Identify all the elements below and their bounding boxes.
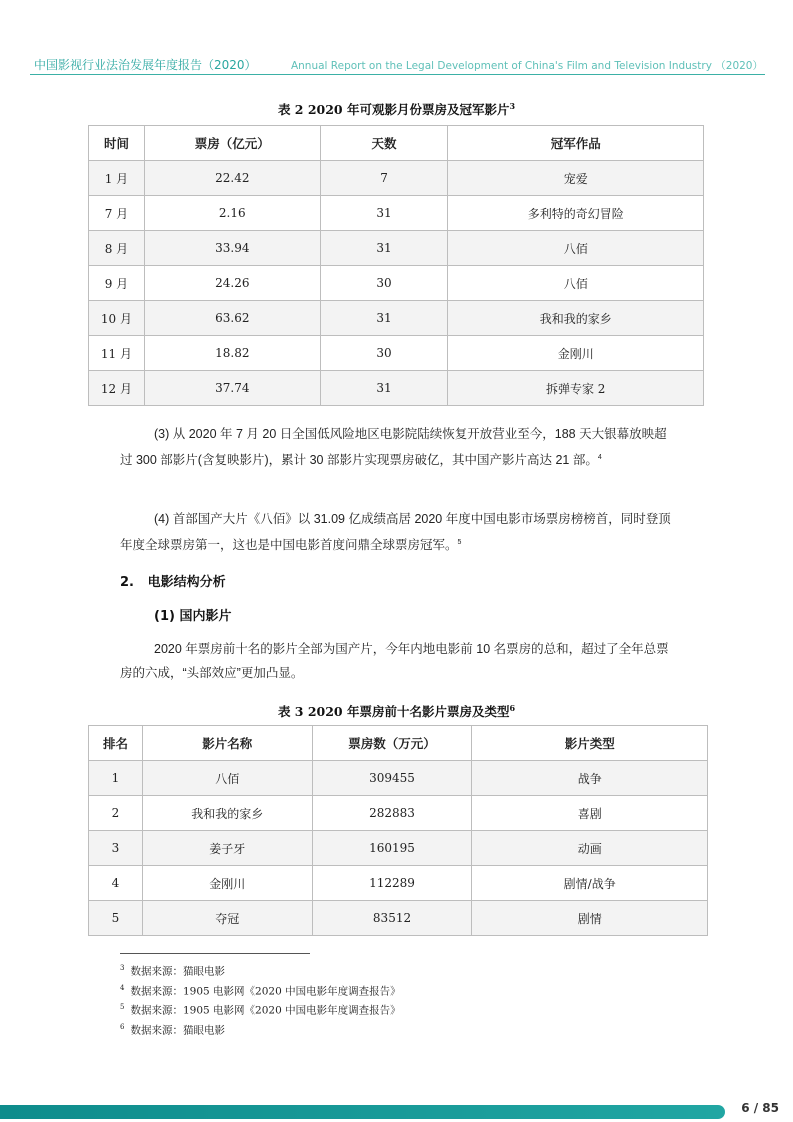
- table2-col-header: 时间: [89, 126, 145, 161]
- table-cell: 12 月: [89, 371, 145, 406]
- table-cell: 战争: [472, 761, 708, 796]
- table3-caption-ref: 6: [509, 702, 516, 713]
- table-cell: 2.16: [144, 196, 320, 231]
- table-cell: 63.62: [144, 301, 320, 336]
- table-cell: 31: [320, 301, 448, 336]
- footnote-number: 3: [120, 964, 125, 972]
- table2-caption-text: 表 2 2020 年可观影月份票房及冠军影片: [277, 102, 510, 117]
- table-cell: 动画: [472, 831, 708, 866]
- table-cell: 我和我的家乡: [142, 796, 312, 831]
- table-row: [89, 301, 704, 336]
- table-cell: 30: [320, 336, 448, 371]
- footnote-divider: [120, 953, 310, 954]
- section-heading: [120, 571, 226, 590]
- table-row: [89, 796, 708, 831]
- table-cell: 八佰: [142, 761, 312, 796]
- table-cell: 160195: [312, 831, 472, 866]
- footnote: [120, 980, 401, 1000]
- table-cell: 112289: [312, 866, 472, 901]
- table-cell: 9 月: [89, 266, 145, 301]
- table3-col-header: 排名: [89, 726, 143, 761]
- table-cell: 金刚川: [142, 866, 312, 901]
- page-header: [0, 0, 793, 80]
- table-cell: 24.26: [144, 266, 320, 301]
- table3-caption-text: 表 3 2020 年票房前十名影片票房及类型: [277, 704, 510, 719]
- table-cell: 夺冠: [142, 901, 312, 936]
- header-divider: [30, 74, 765, 75]
- table-cell: 8 月: [89, 231, 145, 266]
- table-cell: 37.74: [144, 371, 320, 406]
- paragraph-4-text: (4) 首部国产大片《八佰》以 31.09 亿成绩高居 2020 年度中国电影市场票房榜榜首，同时登顶年度全球票房第一，这也是中国电影首度问鼎全球票房冠军。: [120, 512, 671, 553]
- table-cell: 11 月: [89, 336, 145, 371]
- footnote-text: 数据来源：1905 电影网《2020 中国电影年度调查报告》: [130, 985, 401, 997]
- table-cell: 喜剧: [472, 796, 708, 831]
- footnote: [120, 999, 401, 1019]
- paragraph-3-ref: 4: [597, 454, 602, 461]
- footnote-text: 数据来源：1905 电影网《2020 中国电影年度调查报告》: [130, 1004, 401, 1017]
- table3-col-header: 影片类型: [472, 726, 708, 761]
- table-cell: 33.94: [144, 231, 320, 266]
- table2: [88, 125, 704, 406]
- footer-bar: [0, 1105, 725, 1119]
- table-row: [89, 161, 704, 196]
- header-title-cn: 中国影视行业法治发展年度报告（2020）: [34, 58, 257, 72]
- table3: [88, 725, 708, 936]
- table-row: [89, 866, 708, 901]
- table3-header-row: [89, 726, 708, 761]
- table-cell: 31: [320, 231, 448, 266]
- footnote: [120, 960, 401, 980]
- table-row: [89, 371, 704, 406]
- table2-caption-ref: 3: [509, 100, 516, 111]
- table-cell: 30: [320, 266, 448, 301]
- table2-caption: [0, 100, 793, 118]
- table-cell: 八佰: [448, 231, 704, 266]
- paragraph-5-text: 2020 年票房前十名的影片全部为国产片，今年内地电影前 10 名票房的总和，超过了全年总票房的六成，“头部效应”更加凸显。: [120, 642, 669, 680]
- page-number: 6 / 85: [741, 1101, 779, 1115]
- table2-col-header: 天数: [320, 126, 448, 161]
- paragraph-5: [120, 637, 675, 685]
- paragraph-3: [120, 422, 675, 472]
- table-row: [89, 196, 704, 231]
- footnote-number: 5: [120, 1003, 125, 1011]
- section-title: 电影结构分析: [147, 575, 226, 590]
- table-row: [89, 901, 708, 936]
- table-cell: 剧情: [472, 901, 708, 936]
- table-cell: 7: [320, 161, 448, 196]
- footnote-text: 数据来源：猫眼电影: [130, 1024, 225, 1036]
- table-row: [89, 831, 708, 866]
- section-number: 2.: [120, 575, 134, 590]
- table-cell: 10 月: [89, 301, 145, 336]
- table-cell: 309455: [312, 761, 472, 796]
- paragraph-4-ref: 5: [457, 539, 462, 546]
- header-title-en: Annual Report on the Legal Development of China's Film and Television Industry （2020）: [290, 60, 763, 72]
- table-row: [89, 266, 704, 301]
- table-cell: 2: [89, 796, 143, 831]
- table3-col-header: 影片名称: [142, 726, 312, 761]
- table-cell: 22.42: [144, 161, 320, 196]
- table3-caption: [0, 702, 793, 720]
- table-cell: 3: [89, 831, 143, 866]
- paragraph-4: [120, 507, 675, 557]
- footnote-number: 6: [120, 1022, 125, 1031]
- table-cell: 剧情/战争: [472, 866, 708, 901]
- paragraph-3-text: (3) 从 2020 年 7 月 20 日全国低风险地区电影院陆续恢复开放营业至今，188 天大银幕放映超过 300 部影片(含复映影片)，累计 30 部影片实现票房破亿，其中国产影片高达 21 部。: [120, 427, 667, 468]
- table-cell: 八佰: [448, 266, 704, 301]
- table-cell: 83512: [312, 901, 472, 936]
- table-cell: 18.82: [144, 336, 320, 371]
- table-cell: 我和我的家乡: [448, 301, 704, 336]
- footnote-text: 数据来源：猫眼电影: [130, 965, 225, 978]
- table-cell: 1: [89, 761, 143, 796]
- table-cell: 31: [320, 371, 448, 406]
- table3-col-header: 票房数（万元）: [312, 726, 472, 761]
- table-cell: 5: [89, 901, 143, 936]
- table2-col-header: 冠军作品: [448, 126, 704, 161]
- table-cell: 282883: [312, 796, 472, 831]
- table-cell: 多利特的奇幻冒险: [448, 196, 704, 231]
- table2-col-header: 票房（亿元）: [144, 126, 320, 161]
- table-row: [89, 231, 704, 266]
- footnotes: [120, 960, 401, 1038]
- footnote-number: 4: [120, 983, 125, 992]
- table-cell: 4: [89, 866, 143, 901]
- table-cell: 拆弹专家 2: [448, 371, 704, 406]
- table-row: [89, 336, 704, 371]
- footnote: [120, 1019, 401, 1039]
- table-cell: 1 月: [89, 161, 145, 196]
- table-cell: 31: [320, 196, 448, 231]
- table-row: [89, 761, 708, 796]
- table-cell: 7 月: [89, 196, 145, 231]
- table-cell: 姜子牙: [142, 831, 312, 866]
- subsection-heading: (1) 国内影片: [154, 609, 232, 624]
- table-cell: 金刚川: [448, 336, 704, 371]
- table2-header-row: [89, 126, 704, 161]
- table-cell: 宠爱: [448, 161, 704, 196]
